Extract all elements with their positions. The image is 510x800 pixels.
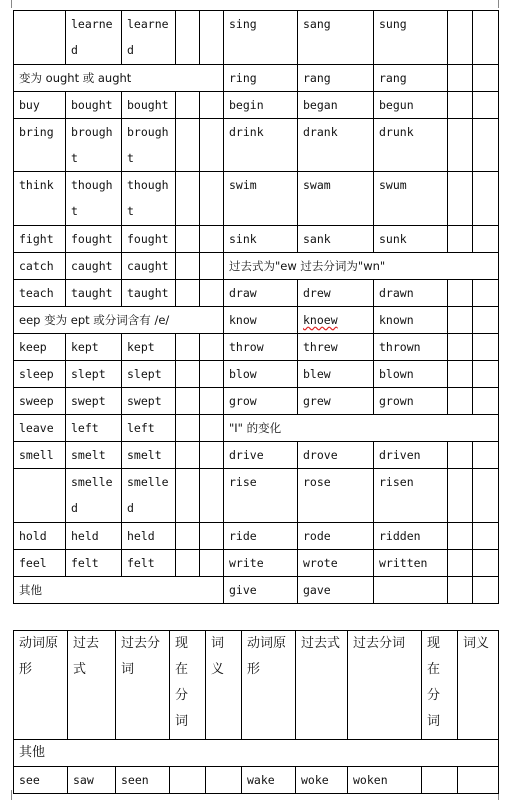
cell: [448, 442, 473, 469]
cell: thought: [66, 172, 122, 226]
cell: smelt: [66, 442, 122, 469]
cell: threw: [298, 334, 374, 361]
table-row: [14, 307, 499, 334]
cell: wake: [242, 767, 296, 794]
cell: drive: [224, 442, 298, 469]
cell: rose: [298, 469, 374, 523]
table-row: [14, 550, 499, 577]
cell: bought: [122, 92, 176, 119]
cell: [176, 469, 200, 523]
cell: swim: [224, 172, 298, 226]
cell: brought: [66, 119, 122, 172]
table-row: [14, 92, 499, 119]
cell: ridden: [374, 523, 448, 550]
column-header: 词义: [206, 631, 242, 740]
cell: [200, 11, 224, 65]
cell: held: [122, 523, 176, 550]
column-header: 现在分词: [170, 631, 206, 740]
cell: woke: [296, 767, 348, 794]
column-header: 过去式: [68, 631, 116, 740]
cell: smelled: [66, 469, 122, 523]
cell: [176, 334, 200, 361]
cell: drew: [298, 280, 374, 307]
margin-mark: [11, 790, 12, 800]
cell: catch: [14, 253, 66, 280]
table-row: [14, 119, 499, 172]
table-row: [14, 65, 499, 92]
table-row: [14, 361, 499, 388]
cell: [176, 253, 200, 280]
cell: [176, 92, 200, 119]
cell: sunk: [374, 226, 448, 253]
group-label: 过去式为"ew 过去分词为"wn": [224, 253, 499, 280]
column-header: 动词原形: [14, 631, 68, 740]
cell: [473, 577, 499, 604]
cell: [448, 119, 473, 172]
cell: drunk: [374, 119, 448, 172]
margin-mark: [498, 0, 499, 8]
cell: learned: [122, 11, 176, 65]
cell: smelled: [122, 469, 176, 523]
cell: rode: [298, 523, 374, 550]
table-row: [14, 415, 499, 442]
table-row: [14, 767, 499, 794]
cell: [473, 280, 499, 307]
cell: [14, 11, 66, 65]
cell: [473, 11, 499, 65]
cell: [200, 280, 224, 307]
cell: risen: [374, 469, 448, 523]
cell: blow: [224, 361, 298, 388]
cell: grown: [374, 388, 448, 415]
table-row: [14, 388, 499, 415]
cell: bring: [14, 119, 66, 172]
cell: [200, 550, 224, 577]
table-row: [14, 740, 499, 767]
cell: sing: [224, 11, 298, 65]
cell: [448, 11, 473, 65]
cell: left: [122, 415, 176, 442]
cell: [473, 550, 499, 577]
cell: felt: [66, 550, 122, 577]
cell: fought: [66, 226, 122, 253]
table-row: [14, 11, 499, 65]
cell: [200, 442, 224, 469]
cell: sung: [374, 11, 448, 65]
cell: hold: [14, 523, 66, 550]
cell: [176, 226, 200, 253]
table-row: [14, 577, 499, 604]
cell: thought: [122, 172, 176, 226]
cell: [206, 767, 242, 794]
cell: begin: [224, 92, 298, 119]
cell: rang: [374, 65, 448, 92]
column-header: 过去分词: [116, 631, 170, 740]
column-header: 词义: [458, 631, 499, 740]
cell: give: [224, 577, 298, 604]
cell: rise: [224, 469, 298, 523]
cell: [176, 388, 200, 415]
cell: swum: [374, 172, 448, 226]
cell: written: [374, 550, 448, 577]
cell: sleep: [14, 361, 66, 388]
cell: brought: [122, 119, 176, 172]
table-row: [14, 334, 499, 361]
cell: slept: [66, 361, 122, 388]
verb-table-1: [13, 10, 499, 604]
cell: [448, 307, 473, 334]
cell: taught: [122, 280, 176, 307]
cell: [176, 119, 200, 172]
cell: drove: [298, 442, 374, 469]
cell: fight: [14, 226, 66, 253]
cell: sang: [298, 11, 374, 65]
cell: rang: [298, 65, 374, 92]
column-header: 动词原形: [242, 631, 296, 740]
cell: caught: [66, 253, 122, 280]
cell: [448, 334, 473, 361]
cell: [448, 550, 473, 577]
table-row: [14, 523, 499, 550]
verb-table-2: [13, 630, 499, 794]
cell: woken: [348, 767, 422, 794]
cell: think: [14, 172, 66, 226]
cell: write: [224, 550, 298, 577]
table-row: [14, 442, 499, 469]
cell: drank: [298, 119, 374, 172]
cell: [200, 226, 224, 253]
cell: keep: [14, 334, 66, 361]
cell: smell: [14, 442, 66, 469]
cell: fought: [122, 226, 176, 253]
cell: left: [66, 415, 122, 442]
cell: [448, 577, 473, 604]
cell: driven: [374, 442, 448, 469]
cell: [422, 767, 458, 794]
cell: [448, 65, 473, 92]
cell: [200, 415, 224, 442]
cell: [200, 523, 224, 550]
cell: feel: [14, 550, 66, 577]
cell: known: [374, 307, 448, 334]
cell: [176, 172, 200, 226]
cell: [176, 523, 200, 550]
cell: know: [224, 307, 298, 334]
cell: [448, 280, 473, 307]
cell: thrown: [374, 334, 448, 361]
cell: [200, 172, 224, 226]
cell: [473, 361, 499, 388]
cell: [448, 92, 473, 119]
cell: [473, 307, 499, 334]
cell: throw: [224, 334, 298, 361]
cell: smelt: [122, 442, 176, 469]
cell: learned: [66, 11, 122, 65]
cell: wrote: [298, 550, 374, 577]
cell: swept: [122, 388, 176, 415]
group-label: "I" 的变化: [224, 415, 499, 442]
cell: [176, 280, 200, 307]
cell: saw: [68, 767, 116, 794]
cell: kept: [122, 334, 176, 361]
cell: [448, 523, 473, 550]
cell: buy: [14, 92, 66, 119]
cell: [473, 172, 499, 226]
group-label: 其他: [14, 740, 499, 767]
cell: [448, 226, 473, 253]
cell: [473, 469, 499, 523]
cell: [176, 550, 200, 577]
cell: sweep: [14, 388, 66, 415]
cell: [473, 523, 499, 550]
cell: ride: [224, 523, 298, 550]
cell: blew: [298, 361, 374, 388]
table-row: [14, 226, 499, 253]
cell: felt: [122, 550, 176, 577]
cell: [200, 334, 224, 361]
cell: begun: [374, 92, 448, 119]
table-row: [14, 280, 499, 307]
group-label: 其他: [14, 577, 224, 604]
table-row: [14, 172, 499, 226]
cell: teach: [14, 280, 66, 307]
cell: [473, 92, 499, 119]
group-label: eep 变为 ept 或分词含有 /e/: [14, 307, 224, 334]
cell: [176, 442, 200, 469]
cell: seen: [116, 767, 170, 794]
cell: [473, 388, 499, 415]
cell: grow: [224, 388, 298, 415]
cell: [473, 442, 499, 469]
table-row: [14, 469, 499, 523]
cell: gave: [298, 577, 374, 604]
cell: blown: [374, 361, 448, 388]
table-row: [14, 253, 499, 280]
cell: [176, 11, 200, 65]
table-header-row: [14, 631, 499, 740]
cell: [473, 119, 499, 172]
cell: [200, 253, 224, 280]
column-header: 现在分词: [422, 631, 458, 740]
cell: see: [14, 767, 68, 794]
cell: grew: [298, 388, 374, 415]
cell: taught: [66, 280, 122, 307]
cell: [458, 767, 499, 794]
column-header: 过去式: [296, 631, 348, 740]
cell: [473, 65, 499, 92]
cell: sink: [224, 226, 298, 253]
cell: [448, 469, 473, 523]
cell: drink: [224, 119, 298, 172]
cell: [448, 388, 473, 415]
cell: sank: [298, 226, 374, 253]
group-label: 变为 ought 或 aught: [14, 65, 224, 92]
cell: began: [298, 92, 374, 119]
cell: [14, 469, 66, 523]
cell: swept: [66, 388, 122, 415]
cell: ring: [224, 65, 298, 92]
cell: [200, 388, 224, 415]
cell: [448, 172, 473, 226]
cell: [448, 361, 473, 388]
column-header: 过去分词: [348, 631, 422, 740]
cell: [200, 361, 224, 388]
cell: knoew: [298, 307, 374, 334]
cell: draw: [224, 280, 298, 307]
cell: bought: [66, 92, 122, 119]
cell: [473, 226, 499, 253]
cell: leave: [14, 415, 66, 442]
cell: [200, 119, 224, 172]
cell: held: [66, 523, 122, 550]
cell: [473, 334, 499, 361]
cell: slept: [122, 361, 176, 388]
cell: [200, 92, 224, 119]
cell: [176, 415, 200, 442]
cell: drawn: [374, 280, 448, 307]
cell: [200, 469, 224, 523]
margin-mark: [11, 0, 12, 8]
cell: [374, 577, 448, 604]
cell: caught: [122, 253, 176, 280]
cell: [176, 361, 200, 388]
cell: swam: [298, 172, 374, 226]
cell: kept: [66, 334, 122, 361]
cell: [170, 767, 206, 794]
